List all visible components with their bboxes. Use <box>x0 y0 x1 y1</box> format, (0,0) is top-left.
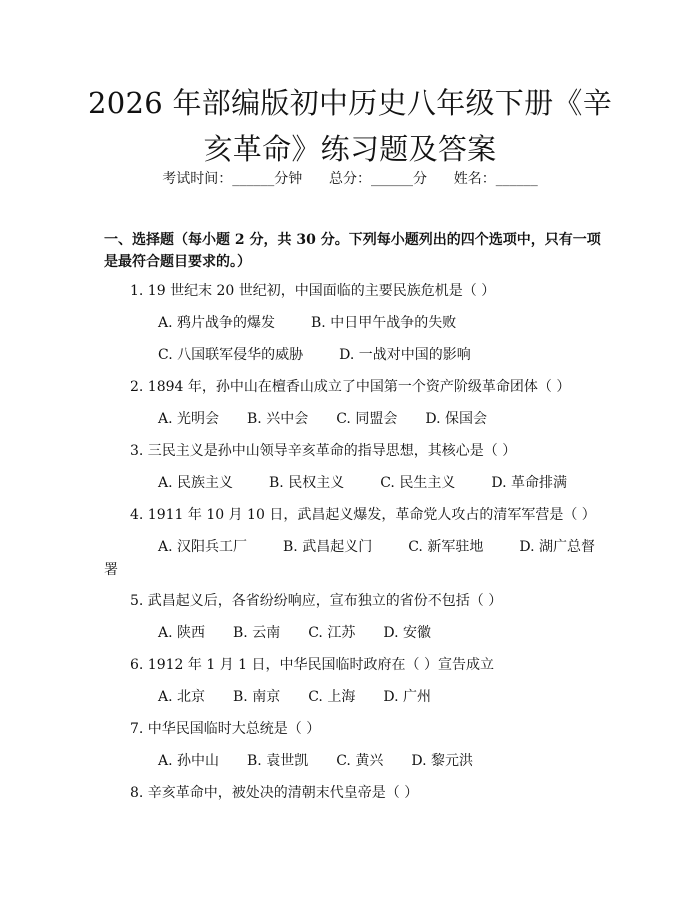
option: C. 同盟会 <box>336 411 398 427</box>
option: A. 北京 <box>158 689 206 705</box>
option-row <box>158 473 567 493</box>
option: D. 保国会 <box>425 411 487 427</box>
option: A. 汉阳兵工厂 <box>158 539 248 555</box>
option: C. 八国联军侵华的威胁 <box>158 347 304 363</box>
option-row <box>158 687 431 707</box>
option-row <box>158 751 473 771</box>
question-stem: 1. 19 世纪末 20 世纪初，中国面临的主要民族危机是（ ） <box>130 283 496 299</box>
option: C. 黄兴 <box>336 753 384 769</box>
question-stem: 2. 1894 年，孙中山在檀香山成立了中国第一个资产阶级革命团体（ ） <box>130 379 571 395</box>
option-row <box>158 537 595 557</box>
option: C. 民生主义 <box>380 475 456 491</box>
option: B. 云南 <box>233 625 281 641</box>
question-stem: 3. 三民主义是孙中山领导辛亥革命的指导思想，其核心是（ ） <box>130 443 517 459</box>
option-row <box>158 623 431 643</box>
exam-info-line: 考试时间：______分钟 总分：______分 姓名：______ <box>162 171 538 187</box>
option: B. 中日甲午战争的失败 <box>311 315 457 331</box>
option: A. 孙中山 <box>158 753 220 769</box>
question-stem: 7. 中华民国临时大总统是（ ） <box>130 721 321 737</box>
option: A. 民族主义 <box>158 475 234 491</box>
option: D. 革命排满 <box>491 475 567 491</box>
option: C. 新军驻地 <box>408 539 484 555</box>
option: D. 一战对中国的影响 <box>339 347 471 363</box>
option: A. 陕西 <box>158 625 206 641</box>
option: C. 上海 <box>308 689 356 705</box>
section-heading-choice: 一、选择题（每小题 2 分，共 30 分。下列每小题列出的四个选项中，只有一项是最符合题目要求的。） <box>104 232 601 270</box>
option: C. 江苏 <box>308 625 356 641</box>
option: B. 兴中会 <box>247 411 309 427</box>
option: D. 安徽 <box>383 625 431 641</box>
option-row <box>158 313 456 333</box>
question-stem: 8. 辛亥革命中，被处决的清朝末代皇帝是（ ） <box>130 785 419 801</box>
option: D. 黎元洪 <box>411 753 473 769</box>
option: B. 袁世凯 <box>247 753 309 769</box>
document-title: 2026 年部编版初中历史八年级下册《辛亥革命》练习题及答案 <box>87 86 613 166</box>
option-row <box>158 345 471 365</box>
option: A. 鸦片战争的爆发 <box>158 315 276 331</box>
option-wrap-text: 署 <box>104 562 118 578</box>
option: B. 民权主义 <box>269 475 345 491</box>
question-stem: 5. 武昌起义后，各省纷纷响应，宣布独立的省份不包括（ ） <box>130 593 503 609</box>
option: D. 湖广总督 <box>519 539 595 555</box>
option: D. 广州 <box>383 689 431 705</box>
question-stem: 6. 1912 年 1 月 1 日，中华民国临时政府在（ ）宣告成立 <box>130 657 494 673</box>
question-stem: 4. 1911 年 10 月 10 日，武昌起义爆发，革命党人攻占的清军军营是（ ） <box>130 507 596 523</box>
option: B. 武昌起义门 <box>283 539 373 555</box>
option: A. 光明会 <box>158 411 220 427</box>
option: B. 南京 <box>233 689 281 705</box>
option-row <box>158 409 487 429</box>
